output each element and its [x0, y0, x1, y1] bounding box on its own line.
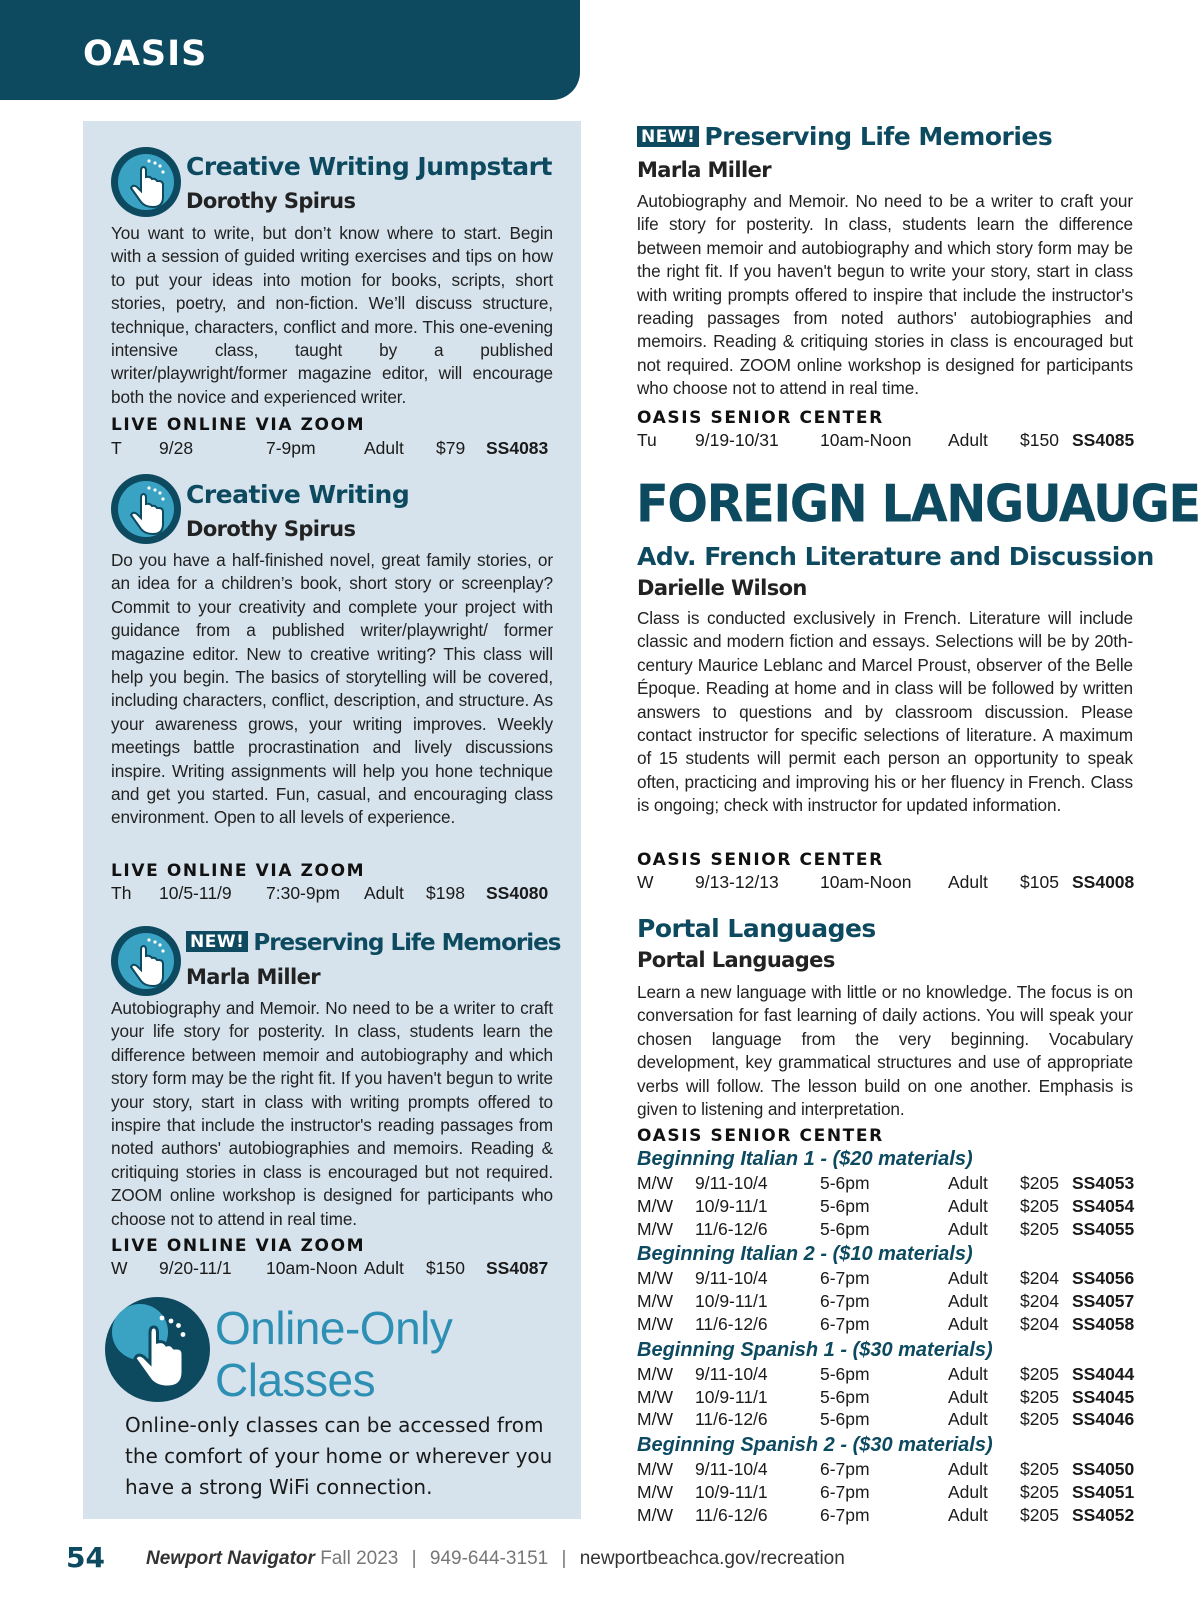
course-title-line — [637, 122, 1052, 151]
row-fee: $205 — [1020, 1459, 1059, 1480]
schedule-row — [637, 1314, 1137, 1336]
row-fee: $105 — [1020, 872, 1059, 892]
course-instructor: Darielle Wilson — [637, 576, 807, 600]
row-age: Adult — [364, 438, 404, 458]
row-dates: 11/6-12/6 — [695, 1314, 768, 1334]
row-time: 5-6pm — [820, 1409, 870, 1430]
course-location: LIVE ONLINE VIA ZOOM — [111, 861, 366, 881]
row-time: 7-9pm — [266, 438, 316, 458]
touch-hand-icon — [105, 1297, 210, 1402]
course-title-line — [186, 930, 560, 956]
row-fee: $198 — [426, 883, 465, 903]
course-location: OASIS SENIOR CENTER — [637, 408, 884, 428]
course-title: Preserving Life Memories — [253, 930, 561, 956]
course-description: Autobiography and Memoir. No need to be a writer to craft your life story for posterity. In class, students learn the difference between memoir and autobiography and which story form may be the right fit. If you haven't begun to write your story, start in class with writing prompts offered to inspire that include the instructor's reading passages from noted authors' autobiographies and memoirs. Reading & critiquing stories in class is encouraged but not required. ZOOM online workshop is designed for participants who choose not to attend in real time. — [637, 191, 1133, 399]
row-age: Adult — [948, 1268, 988, 1289]
row-fee: $150 — [1020, 430, 1059, 450]
row-age: Adult — [948, 1482, 988, 1502]
course-instructor: Marla Miller — [637, 158, 771, 182]
schedule-row — [637, 1409, 1137, 1431]
schedule-row — [637, 1219, 1137, 1241]
row-dates: 10/9-11/1 — [695, 1386, 768, 1407]
course-instructor: Portal Languages — [637, 948, 835, 972]
row-code: SS4050 — [1072, 1459, 1135, 1480]
row-code: SS4051 — [1072, 1482, 1135, 1502]
row-day: M/W — [637, 1173, 673, 1193]
row-dates: 9/11-10/4 — [695, 1268, 768, 1289]
course-title: Preserving Life Memories — [704, 122, 1053, 151]
touch-hand-icon — [111, 474, 181, 544]
row-time: 10am-Noon — [266, 1258, 358, 1278]
touch-hand-icon — [111, 926, 181, 996]
schedule-row — [111, 1258, 556, 1280]
row-dates: 9/11-10/4 — [695, 1363, 768, 1384]
course-description: Autobiography and Memoir. No need to be a writer to craft your life story for posterity. In class, students learn the difference between memoir and autobiography and which story form may be the right fit. If you haven't begun to write your story, start in class with writing prompts offered to inspire that include the instructor's reading passages from noted authors' autobiographies and memoirs. Reading & critiquing stories in class is encouraged but not required. ZOOM online workshop is designed for participants who choose not to attend in real time. — [111, 998, 553, 1229]
row-code: SS4083 — [486, 438, 549, 458]
course-location: LIVE ONLINE VIA ZOOM — [111, 415, 366, 435]
row-fee: $204 — [1020, 1291, 1059, 1312]
row-dates: 9/11-10/4 — [695, 1459, 768, 1480]
row-dates: 10/9-11/1 — [695, 1291, 768, 1312]
row-time: 6-7pm — [820, 1268, 870, 1289]
row-fee: $150 — [426, 1258, 465, 1278]
row-time: 10am-Noon — [820, 430, 912, 450]
schedule-row — [637, 1268, 1137, 1290]
schedule-row — [637, 1196, 1137, 1218]
course-description: Do you have a half-finished novel, great family stories, or an idea for a children’s book, short story or screenplay? Commit to your creativity and complete your project with guidance from a published writer/playwright/ former magazine editor. New to creative writing? This class will help you begin. The basics of storytelling will be covered, including characters, conflict, description, and structure. As your awareness grows, your writing improves. Weekly meetings battle procrastination and lively discussions inspire. Writing assignments will help you hone technique and get you started. Fun, casual, and encouraging class environment. Open to all levels of experience. — [111, 550, 553, 828]
row-code: SS4055 — [1072, 1218, 1135, 1239]
course-location: OASIS SENIOR CENTER — [637, 850, 884, 870]
row-day: M/W — [637, 1195, 673, 1216]
row-age: Adult — [948, 1218, 988, 1239]
publication-info — [146, 1548, 845, 1570]
schedule-row — [637, 1482, 1137, 1504]
row-age: Adult — [948, 1363, 988, 1384]
course-instructor: Marla Miller — [186, 965, 320, 989]
row-time: 5-6pm — [820, 1386, 870, 1407]
row-age: Adult — [948, 1173, 988, 1193]
touch-hand-icon — [111, 147, 181, 217]
row-day: M/W — [637, 1504, 673, 1525]
separator: | — [411, 1548, 417, 1569]
row-age: Adult — [948, 1386, 988, 1407]
row-time: 5-6pm — [820, 1195, 870, 1216]
row-code: SS4058 — [1072, 1314, 1135, 1334]
course-description: Learn a new language with little or no knowledge. The focus is on conversation for fast learning of daily actions. You will speak your chosen language from the very beginning. Vocabulary development, key grammatical structures and use of appropriate verbs will follow. The lesson build on one another. Emphasis is given to listening and interpretation. — [637, 982, 1133, 1120]
row-age: Adult — [948, 1314, 988, 1334]
language-group-heading: Beginning Spanish 2 - ($30 materials) — [637, 1434, 993, 1457]
row-code: SS4087 — [486, 1258, 549, 1278]
row-code: SS4080 — [486, 883, 549, 903]
row-dates: 9/20-11/1 — [159, 1258, 232, 1278]
row-time: 5-6pm — [820, 1173, 870, 1193]
course-description: Class is conducted exclusively in French. Literature will include classic and modern fiction and essays. Selections will be by 20th-century Maurice Leblanc and Marcel Proust, observer of the Belle Époque. Reading at home and in class will be followed by written answers to questions and by classroom discussion. Please contact instructor for specific selections of literature. A maximum of 15 students will permit each person an opportunity to speak often, practicing and improving his or her fluency in French. Class is ongoing; check with instructor for updated information. — [637, 608, 1133, 816]
course-description: You want to write, but don’t know where to start. Begin with a session of guided writing exercises and tips on how to put your ideas into motion for books, scripts, short stories, poetry, and non-fiction. We’ll discuss structure, technique, characters, conflict and more. This one-evening intensive class, taught by a published writer/playwright/former magazine editor, will encourage both the novice and experienced writer. — [111, 223, 553, 407]
row-code: SS4057 — [1072, 1291, 1135, 1312]
course-title: Creative Writing — [186, 480, 410, 509]
page-number: 54 — [66, 1541, 105, 1574]
row-day: M/W — [637, 1409, 673, 1430]
row-dates: 10/5-11/9 — [159, 883, 232, 903]
row-time: 6-7pm — [820, 1291, 870, 1312]
row-fee: $205 — [1020, 1195, 1059, 1216]
new-badge: NEW! — [186, 931, 248, 952]
row-age: Adult — [948, 872, 988, 892]
publication-name: Newport Navigator — [146, 1548, 315, 1569]
row-dates: 9/19-10/31 — [695, 430, 779, 450]
row-time: 5-6pm — [820, 1363, 870, 1384]
online-title-line1: Online-Only — [215, 1302, 453, 1354]
online-title-line2: Classes — [215, 1354, 376, 1406]
row-day: T — [111, 438, 122, 458]
separator: | — [561, 1548, 567, 1569]
phone-number: 949-644-3151 — [429, 1548, 549, 1569]
row-fee: $205 — [1020, 1363, 1059, 1384]
row-age: Adult — [948, 1504, 988, 1525]
row-code: SS4053 — [1072, 1173, 1135, 1193]
row-time: 6-7pm — [820, 1314, 870, 1334]
schedule-row — [111, 883, 556, 905]
schedule-row — [637, 1387, 1137, 1409]
row-code: SS4044 — [1072, 1363, 1135, 1384]
row-day: M/W — [637, 1482, 673, 1502]
row-code: SS4046 — [1072, 1409, 1135, 1430]
course-title: Portal Languages — [637, 914, 876, 943]
schedule-row — [637, 1364, 1137, 1386]
row-code: SS4054 — [1072, 1195, 1135, 1216]
row-day: M/W — [637, 1291, 673, 1312]
row-code: SS4045 — [1072, 1386, 1135, 1407]
row-age: Adult — [948, 1195, 988, 1216]
new-badge: NEW! — [637, 126, 699, 147]
row-age: Adult — [364, 883, 404, 903]
row-fee: $205 — [1020, 1482, 1059, 1502]
row-dates: 9/13-12/13 — [695, 872, 779, 892]
row-day: M/W — [637, 1218, 673, 1239]
schedule-row — [637, 1505, 1137, 1527]
row-code: SS4056 — [1072, 1268, 1135, 1289]
row-day: W — [111, 1258, 128, 1278]
row-age: Adult — [948, 1459, 988, 1480]
row-age: Adult — [948, 1291, 988, 1312]
language-group-heading: Beginning Italian 1 - ($20 materials) — [637, 1148, 973, 1170]
website-link[interactable]: newportbeachca.gov/recreation — [579, 1548, 845, 1569]
row-code: SS4085 — [1072, 430, 1135, 450]
row-time: 6-7pm — [820, 1482, 870, 1502]
row-time: 5-6pm — [820, 1218, 870, 1239]
page-footer — [66, 1541, 1166, 1581]
course-title: Creative Writing Jumpstart — [186, 152, 552, 181]
row-fee: $205 — [1020, 1386, 1059, 1407]
row-fee: $205 — [1020, 1504, 1059, 1525]
row-dates: 9/11-10/4 — [695, 1173, 768, 1193]
row-day: Th — [111, 883, 132, 903]
row-dates: 11/6-12/6 — [695, 1504, 768, 1525]
language-group-heading: Beginning Spanish 1 - ($30 materials) — [637, 1338, 993, 1361]
online-only-title — [215, 1302, 452, 1406]
publication-season: Fall 2023 — [320, 1548, 399, 1569]
course-instructor: Dorothy Spirus — [186, 189, 356, 213]
section-heading: FOREIGN LANGUAUGE — [636, 474, 1200, 535]
language-group-heading: Beginning Italian 2 - ($10 materials) — [637, 1243, 973, 1266]
row-code: SS4052 — [1072, 1504, 1135, 1525]
course-location: OASIS SENIOR CENTER — [637, 1126, 884, 1146]
row-age: Adult — [948, 430, 988, 450]
course-instructor: Dorothy Spirus — [186, 517, 356, 541]
row-fee: $205 — [1020, 1173, 1059, 1193]
row-fee: $204 — [1020, 1314, 1059, 1334]
schedule-row — [111, 438, 556, 460]
online-only-text: Online-only classes can be accessed from the comfort of your home or wherever you have a strong WiFi connection. — [125, 1413, 553, 1499]
section-title: OASIS — [83, 34, 208, 74]
row-dates: 11/6-12/6 — [695, 1218, 768, 1239]
row-time: 7:30-9pm — [266, 883, 340, 903]
row-time: 10am-Noon — [820, 872, 912, 892]
row-fee: $204 — [1020, 1268, 1059, 1289]
schedule-row — [637, 1173, 1137, 1195]
row-fee: $79 — [436, 438, 466, 458]
row-time: 6-7pm — [820, 1459, 870, 1480]
course-title: Adv. French Literature and Discussion — [637, 542, 1154, 571]
row-day: M/W — [637, 1268, 673, 1289]
row-time: 6-7pm — [820, 1504, 870, 1525]
row-day: M/W — [637, 1363, 673, 1384]
row-dates: 11/6-12/6 — [695, 1409, 768, 1430]
course-location: LIVE ONLINE VIA ZOOM — [111, 1236, 366, 1256]
row-fee: $205 — [1020, 1409, 1059, 1430]
schedule-row — [637, 872, 1137, 894]
schedule-row — [637, 1459, 1137, 1481]
row-day: M/W — [637, 1459, 673, 1480]
schedule-row — [637, 1291, 1137, 1313]
row-day: W — [637, 872, 654, 892]
section-header-tab — [0, 0, 580, 100]
row-day: Tu — [637, 430, 657, 450]
row-code: SS4008 — [1072, 872, 1135, 892]
row-day: M/W — [637, 1386, 673, 1407]
row-age: Adult — [364, 1258, 404, 1278]
row-dates: 10/9-11/1 — [695, 1195, 768, 1216]
row-age: Adult — [948, 1409, 988, 1430]
schedule-row — [637, 430, 1137, 452]
row-dates: 10/9-11/1 — [695, 1482, 768, 1502]
row-dates: 9/28 — [159, 438, 194, 458]
row-day: M/W — [637, 1314, 673, 1334]
row-fee: $205 — [1020, 1218, 1059, 1239]
